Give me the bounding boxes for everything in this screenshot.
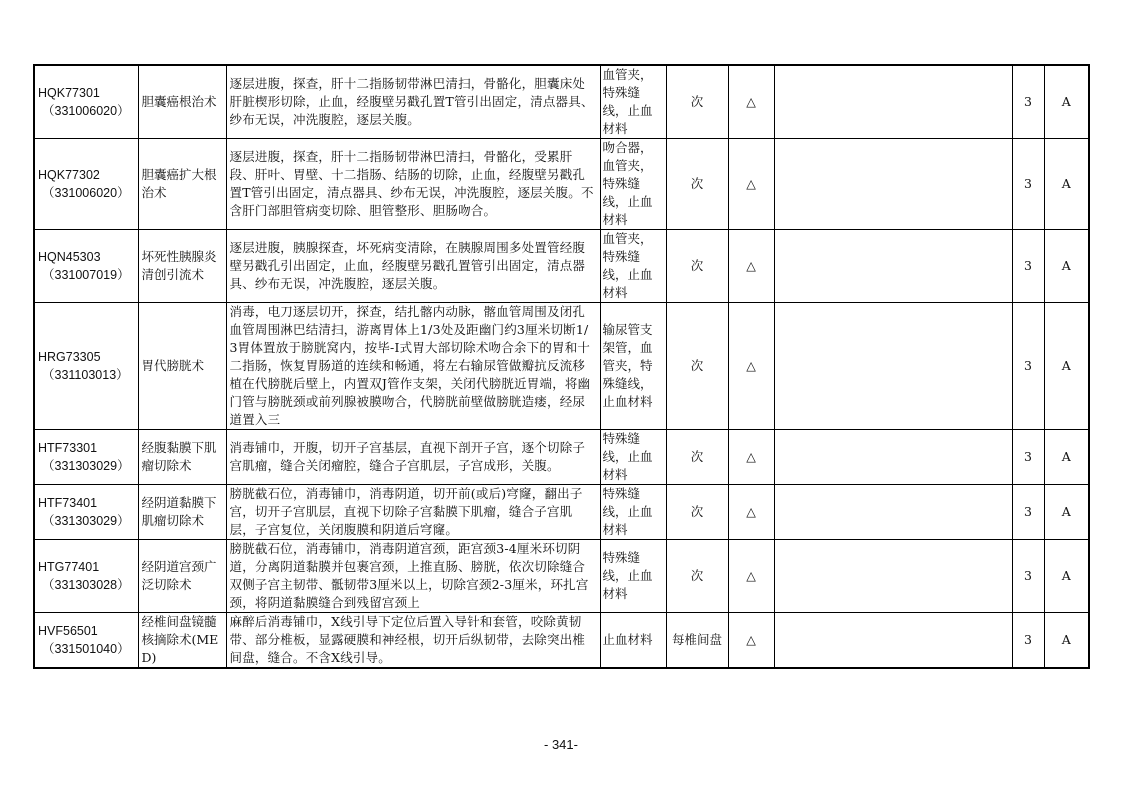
item-legacy-code: （331006020） [42, 186, 130, 200]
item-mark: △ [728, 65, 774, 139]
item-excluded-material: 吻合器，血管夹，特殊缝线，止血材料 [600, 139, 666, 230]
item-grade: A [1044, 540, 1089, 613]
item-description: 麻醉后消毒铺巾，X线引导下定位后置入导针和套管，咬除黄韧带、部分椎板，显露硬膜和神经根，切开后纵韧带，去除突出椎间盘，缝合。不含X线引导。 [226, 613, 600, 669]
table-row [34, 230, 1089, 303]
item-name: 经椎间盘镜髓核摘除术(MED) [138, 613, 226, 669]
item-mark: △ [728, 230, 774, 303]
item-code-cell [34, 430, 138, 485]
item-level: 3 [1012, 485, 1044, 540]
item-name: 坏死性胰腺炎清创引流术 [138, 230, 226, 303]
table-row [34, 613, 1089, 669]
item-grade: A [1044, 230, 1089, 303]
item-level: 3 [1012, 613, 1044, 669]
item-code: HTF73401 [38, 496, 98, 510]
item-code: HQK77302 [38, 168, 100, 182]
item-unit: 次 [666, 303, 728, 430]
item-name: 经腹黏膜下肌瘤切除术 [138, 430, 226, 485]
item-code: HTG77401 [38, 560, 100, 574]
item-unit: 次 [666, 485, 728, 540]
procedure-pricing-table [33, 64, 1090, 669]
item-unit: 次 [666, 139, 728, 230]
item-code-cell [34, 65, 138, 139]
item-grade: A [1044, 430, 1089, 485]
table-row [34, 303, 1089, 430]
table-row [34, 430, 1089, 485]
item-note [774, 303, 1012, 430]
item-description: 消毒铺巾，开腹，切开子宫基层，直视下剖开子宫，逐个切除子宫肌瘤，缝合关闭瘤腔，缝合子宫肌层，子宫成形，关腹。 [226, 430, 600, 485]
item-legacy-code: （331103013） [42, 368, 129, 382]
table-row [34, 485, 1089, 540]
item-note [774, 139, 1012, 230]
item-excluded-material: 血管夹，特殊缝线，止血材料 [600, 230, 666, 303]
item-code: HQK77301 [38, 86, 100, 100]
item-legacy-code: （331007019） [42, 268, 130, 282]
item-unit: 次 [666, 540, 728, 613]
page-number: - 341- [544, 737, 578, 752]
item-grade: A [1044, 139, 1089, 230]
item-level: 3 [1012, 540, 1044, 613]
item-code: HVF56501 [38, 624, 98, 638]
item-mark: △ [728, 540, 774, 613]
item-legacy-code: （331303028） [42, 578, 130, 592]
item-excluded-material: 特殊缝线，止血材料 [600, 430, 666, 485]
item-code-cell [34, 303, 138, 430]
table-row [34, 540, 1089, 613]
item-excluded-material: 特殊缝线，止血材料 [600, 485, 666, 540]
item-level: 3 [1012, 430, 1044, 485]
item-level: 3 [1012, 139, 1044, 230]
item-mark: △ [728, 613, 774, 669]
item-unit: 次 [666, 65, 728, 139]
item-legacy-code: （331006020） [42, 104, 130, 118]
item-legacy-code: （331303029） [42, 514, 130, 528]
item-note [774, 613, 1012, 669]
item-excluded-material: 止血材料 [600, 613, 666, 669]
item-code-cell [34, 230, 138, 303]
item-name: 胃代膀胱术 [138, 303, 226, 430]
item-note [774, 540, 1012, 613]
pricing-table-container [33, 64, 1088, 669]
item-name: 胆囊癌扩大根治术 [138, 139, 226, 230]
table-row [34, 65, 1089, 139]
item-legacy-code: （331501040） [42, 642, 130, 656]
item-code-cell [34, 613, 138, 669]
item-description: 逐层进腹，胰腺探查，坏死病变清除，在胰腺周围多处置管经腹壁另戳孔引出固定，止血，经腹壁另戳孔置管引出固定，清点器具、纱布无误，冲洗腹腔，逐层关腹。 [226, 230, 600, 303]
item-note [774, 485, 1012, 540]
item-description: 逐层进腹，探查，肝十二指肠韧带淋巴清扫，骨骼化，受累肝段、肝叶、胃壁、十二指肠、结肠的切除，止血，经腹壁另戳孔置T管引出固定，清点器具、纱布无误，冲洗腹腔，逐层关腹。不含肝门部胆管病变切除、胆管整形、胆肠吻合。 [226, 139, 600, 230]
item-description: 膀胱截石位，消毒铺巾，消毒阴道宫颈，距宫颈3-4厘米环切阴道，分离阴道黏膜并包裹宫颈，上推直肠、膀胱，依次切除缝合双侧子宫主韧带、骶韧带3厘米以上，切除宫颈2-3厘米，环扎宫颈，将阴道黏膜缝合到残留宫颈上 [226, 540, 600, 613]
item-unit: 次 [666, 430, 728, 485]
item-unit: 每椎间盘 [666, 613, 728, 669]
item-mark: △ [728, 485, 774, 540]
item-excluded-material: 血管夹，特殊缝线，止血材料 [600, 65, 666, 139]
item-mark: △ [728, 139, 774, 230]
item-mark: △ [728, 303, 774, 430]
item-mark: △ [728, 430, 774, 485]
item-grade: A [1044, 485, 1089, 540]
item-code: HRG73305 [38, 350, 101, 364]
item-legacy-code: （331303029） [42, 459, 130, 473]
item-description: 膀胱截石位，消毒铺巾，消毒阴道，切开前(或后)穹窿，翻出子宫，切开子宫肌层，直视下切除子宫黏膜下肌瘤，缝合子宫肌层，子宫复位，关闭腹膜和阴道后穹窿。 [226, 485, 600, 540]
table-body [34, 65, 1089, 668]
item-unit: 次 [666, 230, 728, 303]
item-description: 消毒，电刀逐层切开，探查，结扎髂内动脉，髂血管周围及闭孔血管周围淋巴结清扫，游离胃体上1/3处及距幽门约3厘米切断1/3胃体置放于膀胱窝内，按毕-I式胃大部切除术吻合余下的胃和十二指肠，恢复胃肠道的连续和畅通，将左右输尿管做瓣抗反流移植在代膀胱后壁上，内置双J管作支架，关闭代膀胱近胃端，将幽门管与膀胱颈或前列腺被膜吻合，代膀胱前壁做膀胱造瘘，经尿道置入三 [226, 303, 600, 430]
item-note [774, 430, 1012, 485]
item-grade: A [1044, 65, 1089, 139]
item-name: 经阴道黏膜下肌瘤切除术 [138, 485, 226, 540]
item-description: 逐层进腹，探查，肝十二指肠韧带淋巴清扫，骨骼化，胆囊床处肝脏楔形切除，止血，经腹壁另戳孔置T管引出固定，清点器具、纱布无误，冲洗腹腔，逐层关腹。 [226, 65, 600, 139]
item-grade: A [1044, 613, 1089, 669]
item-excluded-material: 特殊缝线，止血材料 [600, 540, 666, 613]
item-note [774, 230, 1012, 303]
item-code: HQN45303 [38, 250, 101, 264]
item-excluded-material: 输尿管支架管，血管夹，特殊缝线，止血材料 [600, 303, 666, 430]
item-name: 胆囊癌根治术 [138, 65, 226, 139]
item-grade: A [1044, 303, 1089, 430]
item-code-cell [34, 540, 138, 613]
item-code: HTF73301 [38, 441, 98, 455]
item-name: 经阴道宫颈广泛切除术 [138, 540, 226, 613]
item-level: 3 [1012, 303, 1044, 430]
item-note [774, 65, 1012, 139]
item-level: 3 [1012, 230, 1044, 303]
item-code-cell [34, 139, 138, 230]
item-code-cell [34, 485, 138, 540]
table-row [34, 139, 1089, 230]
item-level: 3 [1012, 65, 1044, 139]
